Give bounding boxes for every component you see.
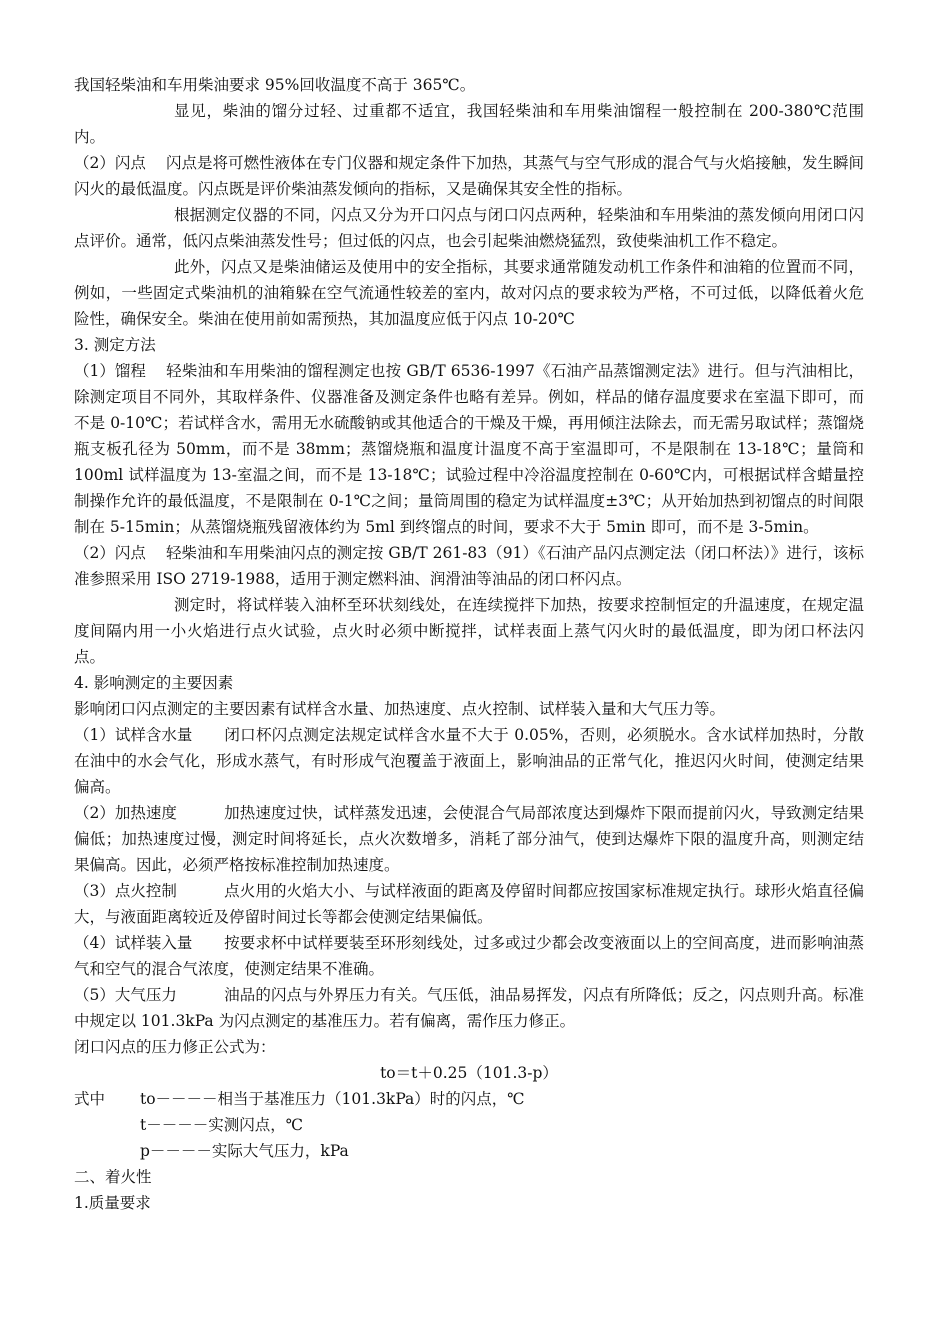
paragraph: 显见，柴油的馏分过轻、过重都不适宜，我国轻柴油和车用柴油馏程一般控制在 200-380℃范围内。 xyxy=(74,102,864,146)
item-heading: （3）点火控制 xyxy=(74,882,177,900)
document-page xyxy=(74,72,864,1216)
formula: to＝t＋0.25（101.3-p） xyxy=(380,1064,558,1082)
section-heading: 1.质量要求 xyxy=(74,1194,151,1212)
section-heading: 3. 测定方法 xyxy=(74,336,156,354)
definition-line: to－－－－相当于基准压力（101.3kPa）时的闪点，℃ xyxy=(140,1090,525,1108)
item-body: 轻柴油和车用柴油闪点的测定按 GB/T 261-83（91）《石油产品闪点测定法（闭口杯法）》进行，该标准参照采用 ISO 2719-1988，适用于测定燃料油、润滑油等油品的闭口杯闪点。 xyxy=(74,544,864,588)
item-heading: （5）大气压力 xyxy=(74,986,177,1004)
definition-line: t－－－－实测闪点，℃ xyxy=(140,1116,304,1134)
item-heading: （1）馏程 xyxy=(74,362,146,380)
paragraph xyxy=(74,358,864,540)
item-heading: （2）闪点 xyxy=(74,154,146,172)
item-heading: （1）试样含水量 xyxy=(74,726,193,744)
paragraph: 闭口闪点的压力修正公式为： xyxy=(74,1038,276,1056)
paragraph xyxy=(74,930,864,982)
section-heading: 4. 影响测定的主要因素 xyxy=(74,674,234,692)
paragraph xyxy=(74,878,864,930)
item-heading: （2）加热速度 xyxy=(74,804,177,822)
item-body: 轻柴油和车用柴油的馏程测定也按 GB/T 6536-1997《石油产品蒸馏测定法》进行。但与汽油相比，除测定项目不同外，其取样条件、仪器准备及测定条件也略有差异。例如，样品的储存温度要求在室温下即可，而不是 0-10℃；若试样含水，需用无水硫酸钠或其他适合的干燥及干燥，再用倾注法除去，而无需另取试样；蒸馏烧瓶支板孔径为 50mm，而不是 38mm；蒸馏烧瓶和温度计温度不高于室温即可，不是限制在 13-18℃；量筒和 100ml 试样温度为 13-室温之间，而不是 13-18℃；试验过程中冷浴温度控制在 0-60℃内，可根据试样含蜡量控制操作允许的最低温度，不是限制在 0-1℃之间；量筒周围的稳定为试样温度±3℃；从开始加热到初馏点的时间限制在 5-15min；从蒸馏烧瓶残留液体约为 5ml 到终馏点的时间，要求不大于 5min 即可，而不是 3-5min。 xyxy=(74,362,864,536)
paragraph xyxy=(74,540,864,592)
section-heading: 二、着火性 xyxy=(74,1168,152,1186)
item-heading: （2）闪点 xyxy=(74,544,146,562)
paragraph: 影响闭口闪点测定的主要因素有试样含水量、加热速度、点火控制、试样装入量和大气压力等。 xyxy=(74,700,726,718)
item-body: 油品的闪点与外界压力有关。气压低，油品易挥发，闪点有所降低；反之，闪点则升高。标准中规定以 101.3kPa 为闪点测定的基准压力。若有偏离，需作压力修正。 xyxy=(74,986,864,1030)
item-heading: （4）试样装入量 xyxy=(74,934,193,952)
formula-definitions xyxy=(74,1086,864,1164)
paragraph: 测定时，将试样装入油杯至环状刻线处，在连续搅拌下加热，按要求控制恒定的升温速度，在规定温度间隔内用一小火焰进行点火试验，点火时必须中断搅拌，试样表面上蒸气闪火时的最低温度，即为闭口杯法闪点。 xyxy=(74,596,864,666)
paragraph xyxy=(74,800,864,878)
item-body: 按要求杯中试样要装至环形刻线处，过多或过少都会改变液面以上的空间高度，进而影响油蒸气和空气的混合气浓度，使测定结果不准确。 xyxy=(74,934,864,978)
item-body: 闪点是将可燃性液体在专门仪器和规定条件下加热，其蒸气与空气形成的混合气与火焰接触，发生瞬间闪火的最低温度。闪点既是评价柴油蒸发倾向的指标，又是确保其安全性的指标。 xyxy=(74,154,864,198)
paragraph: 此外，闪点又是柴油储运及使用中的安全指标，其要求通常随发动机工作条件和油箱的位置而不同，例如，一些固定式柴油机的油箱躲在空气流通性较差的室内，故对闪点的要求较为严格，不可过低，以降低着火危险性，确保安全。柴油在使用前如需预热，其加温度应低于闪点 10-20℃ xyxy=(74,258,864,328)
item-body: 闭口杯闪点测定法规定试样含水量不大于 0.05%，否则，必须脱水。含水试样加热时，分散在油中的水会气化，形成水蒸气，有时形成气泡覆盖于液面上，影响油品的正常气化，推迟闪火时间，使测定结果偏高。 xyxy=(74,726,864,796)
definitions-spacer xyxy=(74,1112,140,1138)
paragraph: 我国轻柴油和车用柴油要求 95%回收温度不高于 365℃。 xyxy=(74,76,476,94)
item-body: 点火用的火焰大小、与试样液面的距离及停留时间都应按国家标准规定执行。球形火焰直径偏大，与液面距离较近及停留时间过长等都会使测定结果偏低。 xyxy=(74,882,864,926)
paragraph xyxy=(74,722,864,800)
definitions-spacer xyxy=(74,1138,140,1164)
item-body: 加热速度过快，试样蒸发迅速，会使混合气局部浓度达到爆炸下限而提前闪火，导致测定结果偏低；加热速度过慢，测定时间将延长，点火次数增多，消耗了部分油气，使到达爆炸下限的温度升高，则测定结果偏高。因此，必须严格按标准控制加热速度。 xyxy=(74,804,864,874)
definition-line: p－－－－实际大气压力，kPa xyxy=(140,1142,349,1160)
paragraph xyxy=(74,982,864,1034)
paragraph: 根据测定仪器的不同，闪点又分为开口闪点与闭口闪点两种，轻柴油和车用柴油的蒸发倾向用闭口闪点评价。通常，低闪点柴油蒸发性号；但过低的闪点，也会引起柴油燃烧猛烈，致使柴油机工作不稳定。 xyxy=(74,206,864,250)
definitions-label: 式中 xyxy=(74,1090,106,1108)
paragraph xyxy=(74,150,864,202)
